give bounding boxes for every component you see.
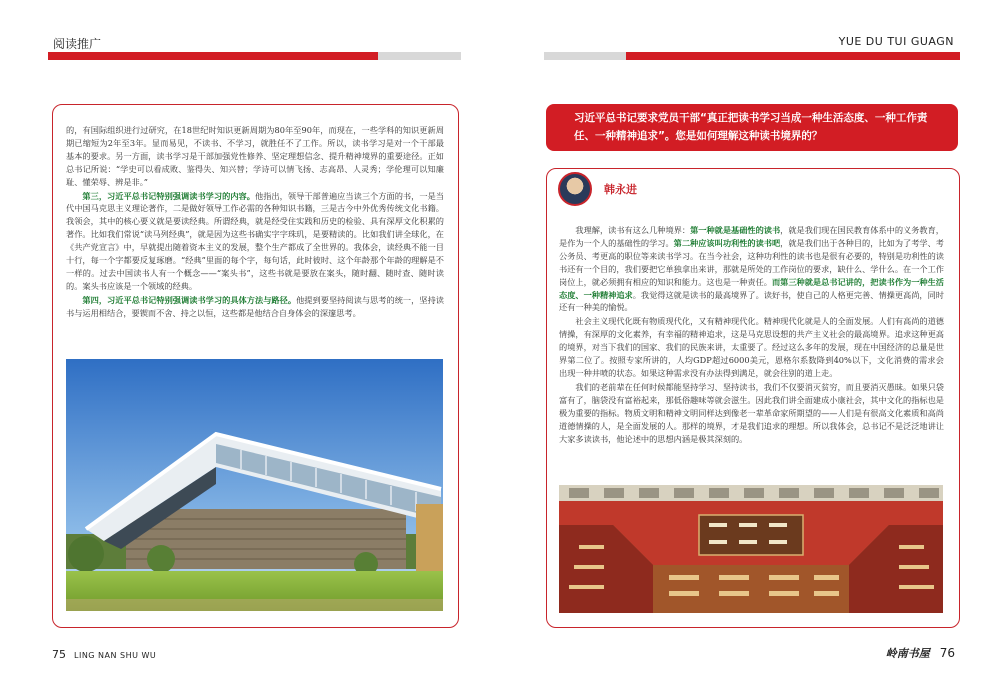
author-name: 韩永进 xyxy=(604,183,637,196)
header-right-gray-bar xyxy=(544,52,626,60)
highlight-heading: 第四，习近平总书记特别强调读书学习的具体方法与路径。 xyxy=(82,294,297,305)
highlight-heading: 第三，习近平总书记特别强调读书学习的内容。 xyxy=(82,190,255,201)
right-paragraph xyxy=(559,315,944,380)
header-left-title: 阅读推广 xyxy=(53,37,102,51)
highlight-heading: 第二种应该叫功利性的读书吧 xyxy=(673,237,781,248)
text-segment: ，就是我们现在国民教育体系中的义务教育，是作为一个人的基础性的学习。 xyxy=(559,225,944,248)
text-segment: 我理解，读书有这么几种境界： xyxy=(575,225,691,235)
question-text: 习近平总书记要求党员干部“真正把读书学习当成一种生活态度、一种工作责任、一种精神追求”。您是如何理解这种读书境界的？ xyxy=(574,112,928,142)
question-banner xyxy=(546,104,958,151)
header-left-gray-bar xyxy=(378,52,461,60)
left-paragraph xyxy=(66,294,444,320)
text-segment: 的，有国际组织进行过研究，在18世纪时知识更新周期为80年至90年，而现在，一些学科的知识更新周期已缩短为2年至3年。显而易见，不读书、不学习，就胜任不了工作。所以，读书学习是对一个干部最基本的要求。另一方面，读书学习是干部加强党性修养、坚定理想信念、提升精神境界的重要途径。正如总书记所说：“学史可以看成败、鉴得失、知兴替；学诗可以情飞扬、志高昂、人灵秀；学伦理可以知廉耻、懂荣辱、辨是非。” xyxy=(66,125,444,187)
library-reading-room-photo xyxy=(559,485,943,613)
header-left-red-bar xyxy=(48,52,378,60)
header-right-title: YUE DU TUI GUAGN xyxy=(838,35,954,48)
highlight-heading: 第一种就是基础性的读书 xyxy=(690,225,781,235)
modern-library-building-photo xyxy=(66,359,443,611)
text-segment: 。我觉得这就是读书的最高境界了。读好书，使自己的人格更完善、情操更高尚，同时还有一种美的愉悦。 xyxy=(559,289,944,313)
right-paragraph xyxy=(559,381,944,446)
left-paragraph xyxy=(66,124,444,189)
left-magazine-name: LING NAN SHU WU xyxy=(74,651,157,660)
text-segment: ，就是我们出于各种目的，比如为了考学、考公务员、考更高的职位等来读书学习。在当今社会，这种功利性的读书也是很有必要的，特别是功利性的读书还有一个目的，我们要把它单独拿出来讲，那就是所处的工作岗位的要求，缺什么、学什么。在一个工作岗位上，就必须拥有相应的知识和能力。这也是一种责任。 xyxy=(559,237,944,287)
author-portrait xyxy=(558,172,592,206)
magazine-brand-logo: 岭南书屋 xyxy=(885,647,930,660)
text-segment: 社会主义现代化既有物质现代化，又有精神现代化。精神现代化就是人的全面发展。人们有高尚的道德情操，有深厚的文化素养，有幸福的精神追求，这是马克思设想的共产主义社会的最高境界。追求这种更高的境界，对当下我们的国家、我们的民族来讲，太重要了。经过这么多年的发展，现在中国经济的总量是世界第二位了。按照专家所讲的，人均GDP超过6000美元，恩格尔系数降到40%以下，文化消费的需求会出现一种井喷的状态。如果这种需求没有办法得到满足，就会往别的道上走。 xyxy=(559,316,944,378)
highlight-heading: 而第三种就是总书记讲的，把读书作为一种生活态度、一种精神追求 xyxy=(559,276,944,300)
footer-left xyxy=(52,648,156,661)
header-right-red-bar xyxy=(626,52,960,60)
left-page-number: 75 xyxy=(52,648,66,661)
text-segment: 他提到要坚持阅读与思考的统一，坚持读书与运用相结合，要锲而不舍、持之以恒，这些都是他结合自身体会的深邃思考。 xyxy=(66,294,444,318)
left-article-text xyxy=(66,124,444,321)
text-segment: 他指出，领导干部普遍应当读三个方面的书，一是当代中国马克思主义理论著作，二是做好领导工作必需的各种知识书籍，三是古今中外优秀传统文化书籍。我领会，其中的核心要义就是要读经典。所谓经典，就是经受住实践和历史的检验、具有深厚文化积累的著作。比如我们常说“读马列经典”，就是因为这些书确实字字珠玑，是要精读的。比如我们讲全球化，在《共产党宣言》中，早就提出随着资本主义的发展，整个生产都成了全世界的。我体会，读经典不能一目十行，每一个字都要反复琢磨。“经典”里面的每个字，每句话，此时彼时、这个年龄那个年龄的理解是不一样的。过去中国读书人有一个概念——“案头书”，这些书就是要放在案头，随时翻、随时查、随时读的。案头书应该是一个领域的经典。 xyxy=(66,190,444,291)
right-article-text xyxy=(559,224,944,446)
right-paragraph xyxy=(559,224,944,314)
left-paragraph xyxy=(66,190,444,293)
footer-right xyxy=(886,645,955,661)
right-page-number: 76 xyxy=(939,646,955,660)
text-segment: 我们的老前辈在任何时候都能坚持学习、坚持读书，我们不仅要消灭贫穷，而且要消灭愚昧。如果只袋富有了，脑袋没有富裕起来，那低俗趣味等就会滋生。因此我们讲全面建成小康社会，其中文化的指标也是极为重要的指标。物质文明和精神文明同样达到像老一辈革命家所期望的——人们是有很高文化素质和高尚道德情操的人，是全面发展的人。那样的境界，才是我们追求的理想。所以我体会，总书记不是泛泛地讲让大家多读读书，他论述中的思想内涵是极其深刻的。 xyxy=(559,381,944,444)
